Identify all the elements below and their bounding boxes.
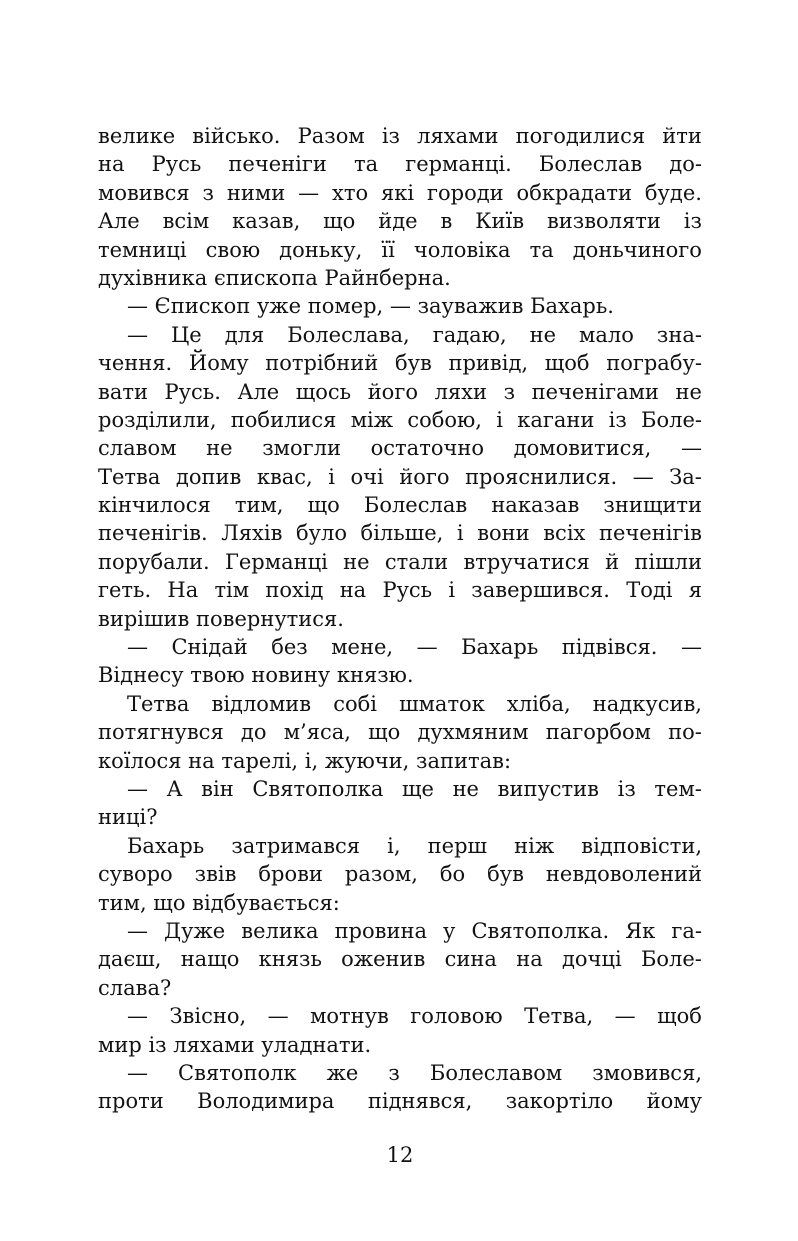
- text-line: геть. На тім похід на Русь і завершився. Тоді я: [98, 578, 702, 603]
- text-line: ниці?: [98, 805, 158, 830]
- text-line: порубали. Германці не стали втручатися й пішли: [98, 549, 702, 574]
- text-line: — Це для Болеслава, гадаю, не мало зна-: [127, 322, 702, 347]
- text-line: Але всім казав, що йде в Київ визволяти із: [98, 209, 702, 234]
- text-line: — Снідай без мене, — Бахарь підвівся. —: [127, 635, 702, 660]
- text-line: суворо звів брови разом, бо був невдоволений: [98, 862, 702, 887]
- text-line: — Єпископ уже помер, — зауважив Бахарь.: [127, 294, 614, 319]
- text-line: — Святополк же з Болеславом змовився,: [127, 1060, 702, 1085]
- text-line: проти Володимира піднявся, закортіло йому: [98, 1089, 702, 1114]
- text-line: даєш, нащо князь оженив сина на дочці Боле-: [98, 947, 702, 972]
- text-line: — Звісно, — мотнув головою Тетва, — щоб: [127, 1004, 702, 1029]
- text-line: чення. Йому потрібний був привід, щоб пограбу-: [98, 351, 702, 376]
- text-line: — А він Святополка ще не випустив із тем-: [127, 776, 702, 801]
- page-number: 12: [386, 1143, 414, 1167]
- text-line: слава?: [98, 975, 172, 1000]
- text-line: мовився з ними — хто які городи обкрадати буде.: [98, 180, 702, 205]
- text-line: мир із ляхами уладнати.: [98, 1032, 372, 1057]
- text-line: Бахарь затримався і, перш ніж відповісти,: [127, 833, 702, 858]
- text-line: вати Русь. Але щось його ляхи з печенігами не: [98, 379, 702, 404]
- text-line: велике військо. Разом із ляхами погодилися йти: [98, 124, 702, 148]
- text-line: на Русь печеніги та германці. Болеслав до-: [98, 152, 702, 177]
- text-line: Тетва відломив собі шматок хліба, надкусив,: [127, 691, 702, 716]
- text-line: потягнувся до м’яса, що духмяним пагорбом по-: [98, 720, 702, 745]
- text-line: кінчилося тим, що Болеслав наказав знищити: [98, 493, 702, 518]
- text-line: Віднесу твою новину князю.: [98, 663, 414, 688]
- page-text: [98, 122, 702, 1116]
- text-line: печенігів. Ляхів було більше, і вони всіх печенігів: [98, 521, 702, 546]
- text-line: славом не змогли остаточно домовитися, —: [98, 436, 702, 461]
- text-line: вирішив повернутися.: [98, 606, 344, 631]
- text-line: духівника єпископа Райнберна.: [98, 265, 451, 290]
- text-line: — Дуже велика провина у Святополка. Як га-: [127, 918, 702, 943]
- text-line: коїлося на тарелі, і, жуючи, запитав:: [98, 748, 512, 773]
- text-line: Тетва допив квас, і очі його прояснилися. — За-: [98, 464, 702, 489]
- text-line: тим, що відбувається:: [98, 890, 340, 915]
- text-line: розділили, побилися між собою, і кагани із Боле-: [98, 407, 702, 432]
- text-line: темниці свою доньку, її чоловіка та доньчиного: [98, 237, 702, 262]
